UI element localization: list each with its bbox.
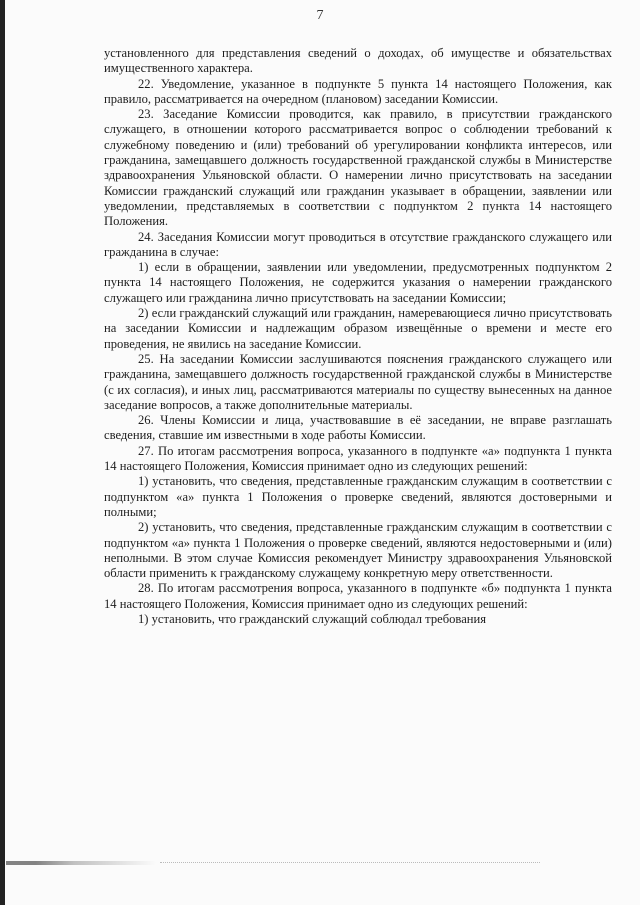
paragraph-22: 22. Уведомление, указанное в подпункте 5 пункта 14 настоящего Положения, как правило, рассматривается на очередном (плановом) заседании Комиссии. bbox=[104, 76, 612, 106]
paragraph-27-item-1: 1) установить, что сведения, представленные гражданским служащим в соответствии с подпунктом «а» пункта 1 Положения о проверке сведений, являются достоверными и полными; bbox=[104, 474, 612, 519]
paragraph-25: 25. На заседании Комиссии заслушиваются пояснения гражданского служащего или гражданина, замещавшего должность государственной гражданской службы в Министерстве (с их согласия), и иных лиц, рассматриваются материалы по существу вынесенных на данное заседание вопросов, а также дополнительные материалы. bbox=[104, 351, 612, 412]
paragraph-26: 26. Члены Комиссии и лица, участвовавшие в её заседании, не вправе разглашать сведения, ставшие им известными в ходе работы Комиссии. bbox=[104, 413, 612, 443]
paragraph-23: 23. Заседание Комиссии проводится, как правило, в присутствии гражданского служащего, в отношении которого рассматривается вопрос о соблюдении требований к служебному поведению и (или) требований об урегулировании конфликта интересов, или гражданина, замещавшего должность государственной гражданской службы в Министерстве здравоохранения Ульяновской области. О намерении лично присутствовать на заседании Комиссии гражданский служащий или гражданин указывает в обращении, заявлении или уведомлении, представляемых в соответствии с подпунктом 2 пункта 14 настоящего Положения. bbox=[104, 107, 612, 229]
scan-smudge-mark bbox=[6, 861, 156, 865]
document-body bbox=[104, 46, 612, 627]
paragraph-27-item-2: 2) установить, что сведения, представленные гражданским служащим в соответствии с подпунктом «а» пункта 1 Положения о проверке сведений, являются недостоверными и (или) неполными. В этом случае Комиссия рекомендует Министру здравоохранения Ульяновской области применить к гражданскому служащему конкретную меру ответственности. bbox=[104, 520, 612, 581]
paragraph-27: 27. По итогам рассмотрения вопроса, указанного в подпункте «а» подпункта 1 пункта 14 настоящего Положения, Комиссия принимает одно из следующих решений: bbox=[104, 443, 612, 474]
paragraph-continuation: установленного для представления сведений о доходах, об имуществе и обязательствах имущественного характера. bbox=[104, 46, 612, 76]
scan-noise-line bbox=[160, 862, 540, 865]
paragraph-24-item-1: 1) если в обращении, заявлении или уведомлении, предусмотренных подпунктом 2 пункта 14 настоящего Положения, не содержится указания о намерении гражданского служащего или гражданина лично присутствовать на заседании Комиссии; bbox=[104, 260, 612, 305]
paragraph-28-item-1: 1) установить, что гражданский служащий соблюдал требования bbox=[138, 611, 487, 626]
scan-edge-shadow bbox=[0, 0, 5, 905]
page-number: 7 bbox=[316, 8, 324, 23]
paragraph-28: 28. По итогам рассмотрения вопроса, указанного в подпункте «б» подпункта 1 пункта 14 настоящего Положения, Комиссия принимает одно из следующих решений: bbox=[104, 581, 612, 611]
paragraph-24: 24. Заседания Комиссии могут проводиться в отсутствие гражданского служащего или гражданина в случае: bbox=[104, 229, 612, 259]
paragraph-24-item-2: 2) если гражданский служащий или гражданин, намеревающиеся лично присутствовать на заседании Комиссии и надлежащим образом извещённые о времени и месте его проведения, не явились на заседание Комиссии. bbox=[104, 306, 612, 351]
